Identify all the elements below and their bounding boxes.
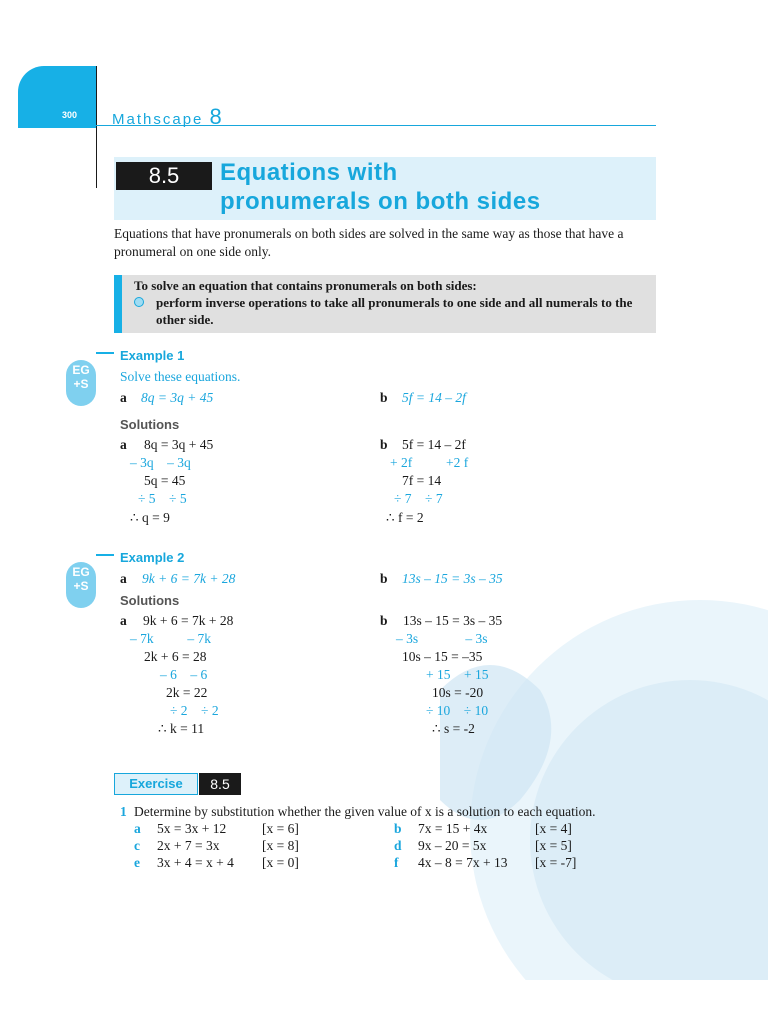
page-number: 300 bbox=[62, 110, 78, 120]
solution-step: 5f = 14 – 2f bbox=[402, 437, 466, 452]
badge-line1: EG bbox=[72, 565, 90, 579]
example1-part-b: 5f = 14 – 2f bbox=[402, 390, 466, 405]
solution-step: – 3q – 3q bbox=[130, 455, 191, 470]
book-title bbox=[112, 104, 222, 130]
example2-part-a-label: a bbox=[120, 571, 127, 586]
solution-step: – 7k – 7k bbox=[130, 631, 211, 646]
exercise-item-value: [x = 4] bbox=[535, 821, 572, 836]
badge-line2: +S bbox=[73, 377, 89, 391]
exercise-item-equation: 7x = 15 + 4x bbox=[418, 821, 488, 836]
solution-step: – 3s – 3s bbox=[396, 631, 488, 646]
eg-s-badge-icon bbox=[66, 360, 96, 406]
example1-part-a: 8q = 3q + 45 bbox=[141, 390, 214, 405]
exercise-item-value: [x = 6] bbox=[262, 821, 299, 836]
solution-step: 5q = 45 bbox=[144, 473, 186, 488]
rule-bullet-text: perform inverse operations to take all pronumerals to one side and all numerals to the other side. bbox=[156, 295, 633, 327]
example1-sol-a-label: a bbox=[120, 437, 127, 452]
solution-step: 2k + 6 = 28 bbox=[144, 649, 207, 664]
solution-step: + 2f +2 f bbox=[390, 455, 469, 470]
exercise-item-value: [x = 0] bbox=[262, 855, 299, 870]
solution-step: ∴ s = -2 bbox=[432, 721, 475, 736]
solution-step: ÷ 2 ÷ 2 bbox=[170, 703, 219, 718]
intro-paragraph: Equations that have pronumerals on both sides are solved in the same way as those that have a pronumeral on one side only. bbox=[114, 226, 624, 259]
solution-step: 10s = -20 bbox=[432, 685, 484, 700]
solution-step: ÷ 10 ÷ 10 bbox=[426, 703, 489, 718]
exercise-item-label: b bbox=[394, 821, 402, 836]
exercise-item-value: [x = 5] bbox=[535, 838, 572, 853]
exercise-item-equation: 4x – 8 = 7x + 13 bbox=[418, 855, 508, 870]
solution-step: ∴ k = 11 bbox=[158, 721, 205, 736]
exercise-item-equation: 9x – 20 = 5x bbox=[418, 838, 487, 853]
exercise-item-label: c bbox=[134, 838, 140, 853]
exercise-item-label: f bbox=[394, 855, 399, 870]
book-title-text: Mathscape bbox=[112, 111, 204, 128]
exercise-item-value: [x = -7] bbox=[535, 855, 577, 870]
section-title-line1: Equations with bbox=[220, 159, 398, 186]
example2-sol-a-label: a bbox=[120, 613, 127, 628]
example-rule bbox=[96, 352, 114, 354]
exercise-item-equation: 2x + 7 = 3x bbox=[157, 838, 220, 853]
example2-sol-b-label: b bbox=[380, 613, 388, 628]
exercise-item-equation: 5x = 3x + 12 bbox=[157, 821, 227, 836]
bullet-icon bbox=[134, 297, 144, 307]
example1-part-a-label: a bbox=[120, 390, 127, 405]
rule-heading: To solve an equation that contains pronumerals on both sides: bbox=[134, 278, 477, 293]
exercise-label: Exercise bbox=[114, 773, 198, 795]
exercise-item-label: a bbox=[134, 821, 141, 836]
solution-step: – 6 – 6 bbox=[160, 667, 208, 682]
solution-step: ÷ 5 ÷ 5 bbox=[138, 491, 187, 506]
example1-sol-b-label: b bbox=[380, 437, 388, 452]
solution-step: ÷ 7 ÷ 7 bbox=[394, 491, 443, 506]
example-rule bbox=[96, 554, 114, 556]
example1-instruction: Solve these equations. bbox=[120, 369, 241, 384]
question-number: 1 bbox=[120, 804, 127, 819]
example2-solutions-heading: Solutions bbox=[120, 593, 180, 608]
example2-title: Example 2 bbox=[120, 550, 185, 565]
solution-step: 7f = 14 bbox=[402, 473, 442, 488]
badge-line2: +S bbox=[73, 579, 89, 593]
question-text: Determine by substitution whether the given value of x is a solution to each equation. bbox=[134, 804, 596, 819]
example2-part-b-label: b bbox=[380, 571, 388, 586]
exercise-item-value: [x = 8] bbox=[262, 838, 299, 853]
solution-step: 8q = 3q + 45 bbox=[144, 437, 214, 452]
example1-part-b-label: b bbox=[380, 390, 388, 405]
header-divider-vertical bbox=[96, 66, 97, 188]
exercise-number: 8.5 bbox=[199, 773, 241, 795]
solution-step: + 15 + 15 bbox=[426, 667, 489, 682]
solution-step: 13s – 15 = 3s – 35 bbox=[403, 613, 503, 628]
example2-part-a: 9k + 6 = 7k + 28 bbox=[142, 571, 236, 586]
section-title bbox=[220, 158, 541, 216]
exercise-item-label: e bbox=[134, 855, 140, 870]
section-number: 8.5 bbox=[116, 162, 212, 190]
example1-title: Example 1 bbox=[120, 348, 185, 363]
rule-box-accent-bar bbox=[114, 275, 122, 333]
solution-step: 9k + 6 = 7k + 28 bbox=[143, 613, 234, 628]
example1-solutions-heading: Solutions bbox=[120, 417, 180, 432]
book-title-number: 8 bbox=[209, 104, 222, 129]
example2-part-b: 13s – 15 = 3s – 35 bbox=[402, 571, 503, 586]
solution-step: 10s – 15 = –35 bbox=[402, 649, 483, 664]
exercise-item-equation: 3x + 4 = x + 4 bbox=[157, 855, 234, 870]
exercise-item-label: d bbox=[394, 838, 402, 853]
page-corner-tab bbox=[18, 66, 96, 128]
solution-step: ∴ f = 2 bbox=[386, 510, 424, 525]
badge-line1: EG bbox=[72, 363, 90, 377]
solution-step: ∴ q = 9 bbox=[130, 510, 170, 525]
eg-s-badge-icon bbox=[66, 562, 96, 608]
section-title-line2: pronumerals on both sides bbox=[220, 188, 541, 215]
solution-step: 2k = 22 bbox=[166, 685, 208, 700]
